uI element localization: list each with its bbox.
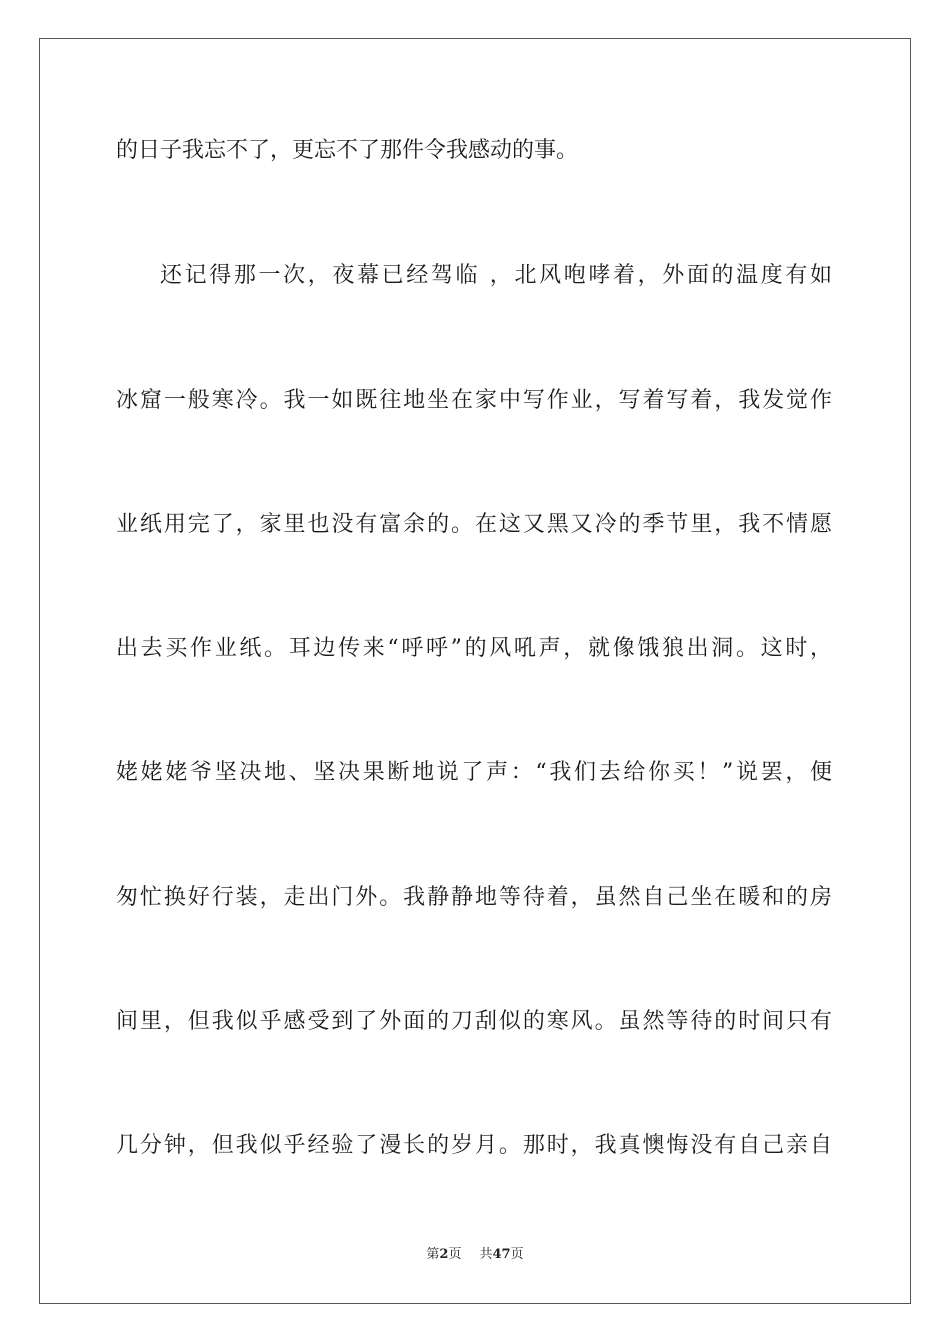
- text-line-2-paragraph-start: 还记得那一次，夜幕已经驾临 ，北风咆哮着，外面的温度有如: [160, 263, 832, 288]
- page-suffix: 页: [448, 1247, 462, 1262]
- text-line-8: 间里，但我似乎感受到了外面的刀刮似的寒风。虽然等待的时间只有: [116, 1009, 832, 1034]
- total-suffix: 页: [510, 1247, 524, 1262]
- page-border: [39, 38, 911, 1304]
- text-line-9: 几分钟，但我似乎经验了漫长的岁月。那时，我真懊悔没有自己亲自: [116, 1133, 832, 1158]
- total-prefix: 共: [479, 1247, 493, 1262]
- text-line-6: 姥姥姥爷坚决地、坚决果断地说了声：“我们去给你买！”说罢，便: [116, 760, 832, 785]
- text-line-7: 匆忙换好行装，走出门外。我静静地等待着，虽然自己坐在暖和的房: [116, 885, 832, 910]
- page-number: 2: [439, 1247, 449, 1262]
- total-pages: 47: [492, 1247, 511, 1262]
- text-line-5: 出去买作业纸。耳边传来“呼呼”的风吼声，就像饿狼出洞。这时，: [116, 636, 832, 661]
- text-line-3: 冰窟一般寒冷。我一如既往地坐在家中写作业，写着写着，我发觉作: [116, 388, 832, 413]
- text-line-4: 业纸用完了，家里也没有富余的。在这又黑又冷的季节里，我不情愿: [116, 512, 832, 537]
- page-prefix: 第: [426, 1247, 440, 1262]
- text-line-1: 的日子我忘不了，更忘不了那件令我感动的事。: [116, 138, 579, 163]
- page-footer: [0, 1246, 950, 1264]
